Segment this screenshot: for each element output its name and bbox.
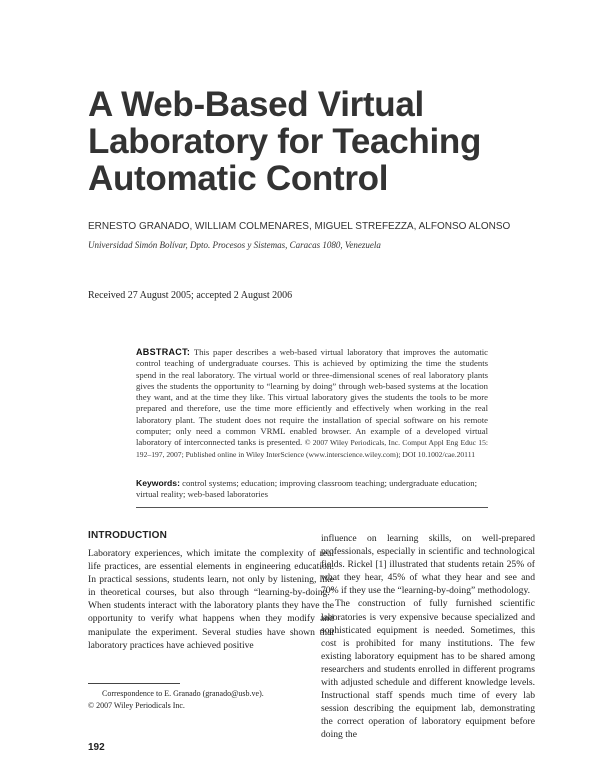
abstract-divider xyxy=(136,507,488,508)
title-line-3: Automatic Control xyxy=(88,159,389,198)
intro-paragraph-2: influence on learning skills, on well-prepared professionals, especially in scientific and technological fields. Rickel [1] illustrated that students retain 25% of what they hear, 45% of what they hear and see and 70% if they use the “learning-by-doing” methodology. xyxy=(321,533,535,597)
abstract-citation: © 2007 Wiley Periodicals, Inc. Comput Appl Eng Educ 15: 192–197, 2007; Published online in Wiley InterScience (www.interscience.wiley.com); DOI 10.1002/cae.20111 xyxy=(136,438,488,459)
abstract-text: This paper describes a web-based virtual laboratory that improves the automatic control teaching of undergraduate courses. This is achieved by optimizing the time the students spend in the real laboratory. The virtual world or three-dimensional scenes of real laboratory plants gives the students the opportunity to “learning by doing” through web-based systems at the location they want, and at the time they like. This virtual laboratory gives the students the tools to be more prepared and therefore, use the time more efficiently and effectively when working in the real laboratory plant. The student does not require the installation of special software on his remote computer; only need a common VRML enabled browser. An example of a developed virtual laboratory of interconnected tanks is presented. xyxy=(136,347,489,448)
right-column xyxy=(321,532,535,742)
footnote-correspondence: Correspondence to E. Granado (granado@usb.ve). xyxy=(102,689,264,698)
affiliation: Universidad Simón Bolívar, Dpto. Procesos y Sistemas, Caracas 1080, Venezuela xyxy=(88,240,381,250)
left-column xyxy=(88,547,334,652)
abstract xyxy=(136,347,488,460)
abstract-label: ABSTRACT: xyxy=(136,347,191,357)
footnote-divider xyxy=(88,683,180,684)
keywords-label: Keywords: xyxy=(136,478,180,488)
footnote xyxy=(88,688,338,712)
article-title xyxy=(88,86,528,197)
title-line-1: A Web-Based Virtual xyxy=(88,85,424,124)
keywords xyxy=(136,478,488,500)
intro-paragraph-3: The construction of fully furnished scientific laboratories is very expensive because specialized and sophisticated equipment is needed. Sometimes, this cost is prohibited for many institutions. The few existing laboratory equipment has to be shared among researchers and students enrolled in different programs with adjusted schedule and different knowledge levels. Instructional staff spends much time of every lab session describing the equipment lab, demonstrating the correct operation of laboratory equipment before doing the xyxy=(321,598,535,741)
received-dates: Received 27 August 2005; accepted 2 August 2006 xyxy=(88,290,293,301)
author-list: ERNESTO GRANADO, WILLIAM COLMENARES, MIGUEL STREFEZZA, ALFONSO ALONSO xyxy=(88,221,511,232)
keywords-text: control systems; education; improving classroom teaching; undergraduate education; virtual reality; web-based laboratories xyxy=(136,478,478,499)
section-heading-introduction: INTRODUCTION xyxy=(88,530,168,541)
title-line-2: Laboratory for Teaching xyxy=(88,122,482,161)
page-number: 192 xyxy=(88,742,105,753)
footnote-copyright: © 2007 Wiley Periodicals Inc. xyxy=(88,701,185,710)
intro-paragraph-1: Laboratory experiences, which imitate the complexity of real life practices, are essential elements in engineering education. In practical sessions, students learn, not only by listening, like in theoretical courses, but also through “learning-by-doing.” When students interact with the laboratory plants they have the opportunity to verify what happens when they modify and manipulate the experiment. Several studies have shown that laboratory practices have achieved positive xyxy=(88,548,334,651)
